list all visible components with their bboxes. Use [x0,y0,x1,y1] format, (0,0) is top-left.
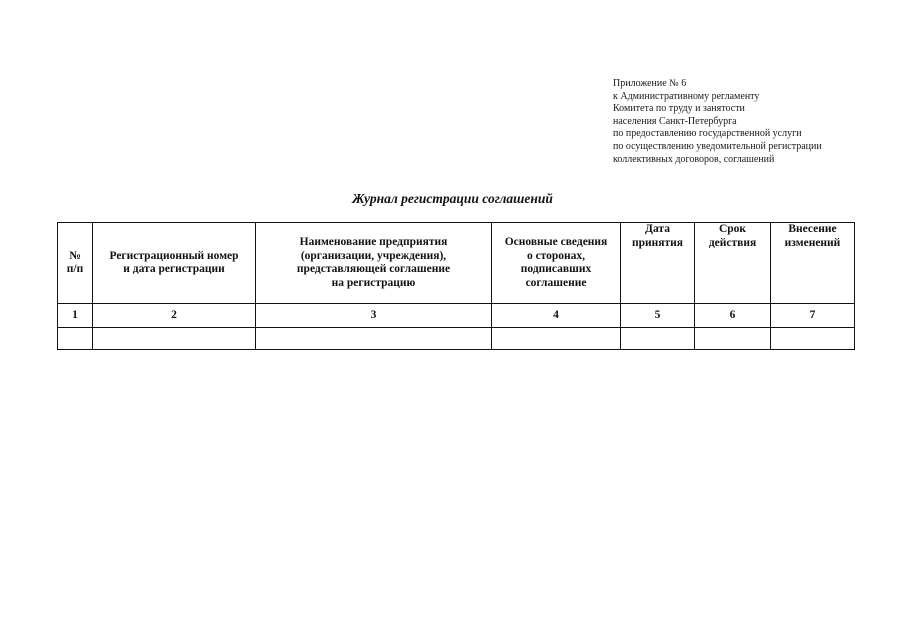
appendix-line: населения Санкт-Петербурга [613,115,737,127]
appendix-line: коллективных договоров, соглашений [613,153,775,165]
table-cell [621,328,695,350]
header-text: подписавших [520,263,592,275]
header-text: и дата регистрации [123,263,225,275]
header-text: Основные сведения [504,236,608,248]
header-text: п/п [66,263,84,275]
column-number-cell: 7 [771,304,855,328]
header-row [58,223,855,304]
appendix-note [613,78,822,166]
appendix-line: Комитета по труду и занятости [613,103,745,115]
header-text: соглашение [525,276,587,289]
header-text: Наименование предприятия [299,236,448,248]
header-text: представляющей соглашение [296,263,451,275]
header-cell-number [58,223,93,304]
header-cell-adoption-date [621,223,695,304]
header-text: Срок [718,223,747,235]
table-cell [256,328,492,350]
header-text: на регистрацию [331,276,416,289]
table-cell [58,328,93,350]
header-text: № [69,249,81,262]
header-text: (организации, учреждения), [300,249,447,262]
document-title: Журнал регистрации соглашений [352,191,553,206]
header-cell-enterprise-name [256,223,492,304]
column-number-cell: 5 [621,304,695,328]
column-number-cell: 4 [492,304,621,328]
column-number-row [58,304,855,328]
header-text: Дата [645,223,670,235]
appendix-line: по осуществлению уведомительной регистрации [613,140,822,152]
appendix-line: Приложение № 6 [613,78,687,89]
header-cell-parties-info [492,223,621,304]
table-cell [695,328,771,350]
appendix-line: по предоставлению государственной услуги [613,128,802,140]
header-text: Регистрационный номер [109,249,239,262]
column-number-cell: 1 [58,304,93,328]
header-text: изменений [784,236,841,249]
column-number-cell: 6 [695,304,771,328]
column-number-cell: 2 [93,304,256,328]
header-cell-amendments [771,223,855,304]
table-row [58,328,855,350]
table-cell [492,328,621,350]
header-text: о сторонах, [526,249,586,262]
header-cell-reg-number [93,223,256,304]
column-number-cell: 3 [256,304,492,328]
table-cell [93,328,256,350]
header-text: Внесение [788,223,837,235]
header-text: действия [708,236,757,249]
header-cell-validity-period [695,223,771,304]
header-text: принятия [632,236,683,249]
table-cell [771,328,855,350]
registration-journal-table [57,222,855,350]
appendix-line: к Административному регламенту [613,90,760,102]
